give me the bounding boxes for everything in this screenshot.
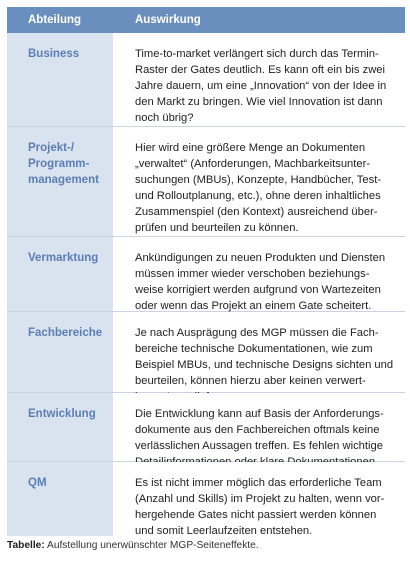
- auswirkung-line: den Markt zu bringen. Wie viel Innovation ist dann: [135, 96, 383, 108]
- caption-label: Tabelle:: [7, 540, 45, 551]
- auswirkung-line: Je nach Ausprägung des MGP müssen die Fach-: [135, 327, 379, 339]
- abteilung-line: QM: [28, 477, 47, 489]
- auswirkung-line: müssen immer wieder verschoben beziehungs-: [135, 268, 370, 280]
- abteilung-line: Fachbereiche: [28, 327, 103, 339]
- table-row: [7, 312, 405, 393]
- auswirkung-line: hergehende Gates nicht passiert werden können: [135, 509, 377, 521]
- caption-text: Aufstellung unerwünschter MGP-Seiteneffekte.: [44, 540, 259, 551]
- table-header: [7, 7, 405, 33]
- effects-table: [7, 7, 405, 536]
- header-abteilung: [7, 7, 113, 33]
- abteilung-cell: [7, 127, 113, 236]
- auswirkung-line: verlässlichen Aussagen treffen. Es fehlen wichtige: [135, 440, 383, 452]
- auswirkung-line: und somit Leerlaufzeiten entstehen.: [135, 525, 313, 537]
- auswirkung-line: Es ist nicht immer möglich das erforderliche Team: [135, 477, 382, 489]
- auswirkung-line: Jahre dauern, um eine „Innovation“ von der Idee in: [135, 80, 387, 92]
- abteilung-cell: [7, 393, 113, 461]
- abteilung-line: Programm-: [28, 158, 90, 170]
- auswirkung-line: Time-to-market verlängert sich durch das Termin-: [135, 48, 379, 60]
- table-row: [7, 462, 405, 536]
- auswirkung-cell: [113, 237, 405, 311]
- auswirkung-line: Ankündigungen zu neuen Produkten und Diensten: [135, 252, 386, 264]
- table-row: [7, 393, 405, 462]
- table-row: [7, 237, 405, 312]
- auswirkung-line: Raster der Gates deutlich. Es kann oft ein bis zwei: [135, 64, 385, 76]
- auswirkung-line: „verwaltet“ (Anforderungen, Machbarkeitsunter-: [135, 158, 371, 170]
- auswirkung-cell: [113, 393, 405, 461]
- auswirkung-line: Beispiel MBUs, und technische Designs sichten und: [135, 359, 394, 371]
- auswirkung-line: oder wenn das Projekt an einem Gate scheitert.: [135, 300, 372, 312]
- auswirkung-line: Zusammenspiel (den Kontext) ausreichend über-: [135, 206, 378, 218]
- auswirkung-line: Die Entwicklung kann auf Basis der Anforderungs-: [135, 408, 384, 420]
- auswirkung-line: Hier wird eine größere Menge an Dokumenten: [135, 142, 366, 154]
- abteilung-line: Entwicklung: [28, 408, 96, 420]
- auswirkung-line: weise korrigiert werden aufgrund von Wartezeiten: [135, 284, 381, 296]
- abteilung-line: Projekt-/: [28, 142, 75, 154]
- auswirkung-cell: [113, 33, 405, 126]
- abteilung-cell: [7, 33, 113, 126]
- auswirkung-line: suchungen (MBUs), Konzepte, Handbücher, Test-: [135, 174, 382, 186]
- abteilung-cell: [7, 237, 113, 311]
- abteilung-cell: [7, 312, 113, 392]
- auswirkung-line: prüfen und beurteilen zu können.: [135, 222, 299, 234]
- auswirkung-cell: [113, 312, 405, 392]
- table-caption: [7, 540, 259, 551]
- header-abteilung-label: Abteilung: [28, 14, 82, 26]
- header-auswirkung: Auswirkung: [135, 14, 201, 26]
- auswirkung-line: beurteilen, können hierzu aber keinen verwert-: [135, 375, 366, 387]
- auswirkung-cell: [113, 462, 405, 536]
- auswirkung-line: (Anzahl und Skills) im Projekt zu halten, wenn vor-: [135, 493, 385, 505]
- auswirkung-line: bereiche technische Dokumentationen, wie zum: [135, 343, 373, 355]
- abteilung-cell: [7, 462, 113, 536]
- abteilung-line: Business: [28, 48, 80, 60]
- auswirkung-line: dokumente aus den Fachbereichen oftmals keine: [135, 424, 380, 436]
- auswirkung-line: noch übrig?: [135, 112, 194, 124]
- abteilung-line: management: [28, 174, 99, 186]
- auswirkung-cell: [113, 127, 405, 236]
- table-row: [7, 127, 405, 237]
- auswirkung-line: und Rolloutplanung, etc.), ohne deren inhaltliches: [135, 190, 381, 202]
- abteilung-line: Vermarktung: [28, 252, 99, 264]
- table-row: [7, 33, 405, 127]
